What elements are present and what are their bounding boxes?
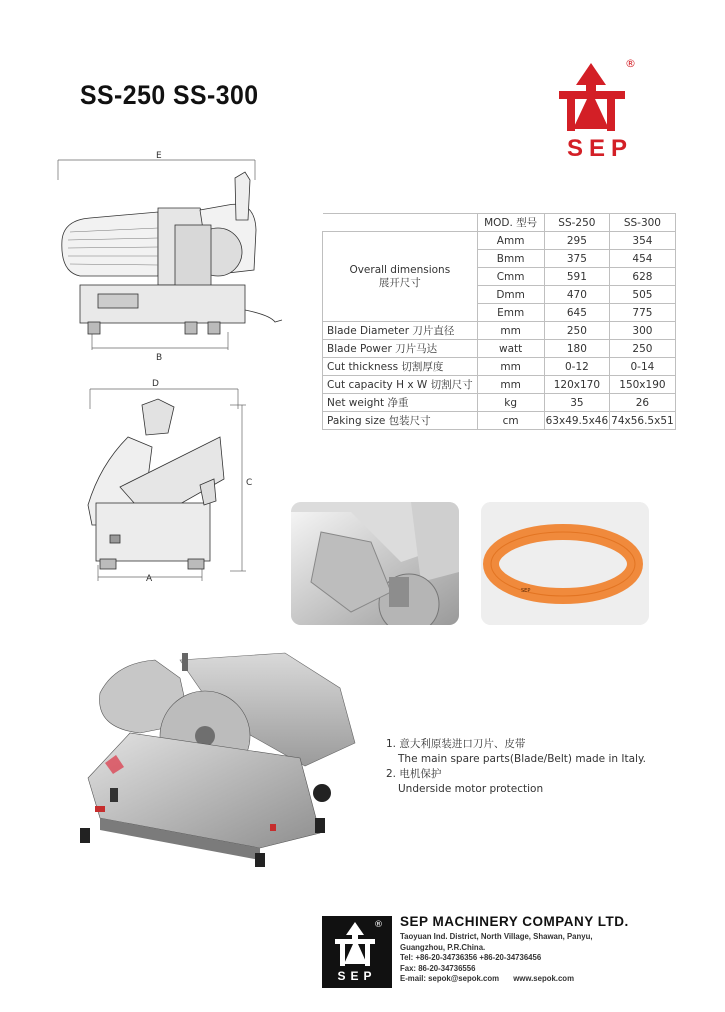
table-row: Cut capacity H x W 切割尺寸 mm 120x170 150x190 bbox=[323, 376, 676, 394]
table-row: Blade Power 刀片马达 watt 180 250 bbox=[323, 340, 676, 358]
footer-brand-text: SEP bbox=[337, 969, 377, 983]
front-view-drawing bbox=[80, 375, 255, 585]
dimension-label-d: D bbox=[152, 379, 159, 389]
address-line-1: Taoyuan Ind. District, North Village, Shawan, Panyu, bbox=[400, 932, 593, 941]
table-row: Emm 645 775 bbox=[323, 304, 676, 322]
overall-dimensions-label: Overall dimensions 展开尺寸 bbox=[323, 232, 478, 322]
dimension-label-e: E bbox=[156, 151, 162, 161]
table-row: Blade Diameter 刀片直径 mm 250 300 bbox=[323, 322, 676, 340]
note-1-en: The main spare parts(Blade/Belt) made in Italy. bbox=[398, 753, 646, 765]
header-ss300: SS-300 bbox=[610, 214, 676, 232]
belt-photo bbox=[481, 502, 649, 625]
website-link[interactable]: www.sepok.com bbox=[513, 974, 575, 983]
dimension-label-c: C bbox=[246, 478, 253, 488]
brand-text: SEP bbox=[566, 135, 634, 162]
feature-notes bbox=[386, 737, 646, 797]
belt-print-text: SEP bbox=[521, 588, 531, 594]
blade-closeup-photo bbox=[291, 502, 459, 625]
table-row: Cut thickness 切割厚度 mm 0-12 0-14 bbox=[323, 358, 676, 376]
table-row: Cmm 591 628 bbox=[323, 268, 676, 286]
spec-header-row bbox=[323, 214, 676, 232]
contact-line bbox=[400, 974, 629, 985]
registered-mark: ® bbox=[625, 57, 636, 70]
dimension-label-a: A bbox=[146, 574, 153, 584]
sep-logo bbox=[555, 55, 650, 165]
table-row: Net weight 净重 kg 35 26 bbox=[323, 394, 676, 412]
table-row: Bmm 375 454 bbox=[323, 250, 676, 268]
dimension-label-b: B bbox=[156, 353, 163, 363]
fax-line: Fax: 86-20-34736556 bbox=[400, 963, 476, 973]
note-2-en: Underside motor protection bbox=[398, 783, 544, 795]
table-row: Paking size 包装尺寸 cm 63x49.5x46 74x56.5x51 bbox=[323, 412, 676, 430]
side-view-drawing bbox=[50, 150, 295, 365]
header-model: MOD. 型号 bbox=[477, 214, 544, 232]
email-text: E-mail: sepok@sepok.com bbox=[400, 974, 500, 983]
table-row: Overall dimensions 展开尺寸 Amm 295 354 bbox=[323, 232, 676, 250]
page-title: SS-250 SS-300 bbox=[80, 80, 259, 110]
table-row: Dmm 470 505 bbox=[323, 286, 676, 304]
company-info bbox=[400, 914, 629, 985]
company-name: SEP MACHINERY COMPANY LTD. bbox=[400, 914, 629, 929]
header-ss250: SS-250 bbox=[544, 214, 610, 232]
footer-logo bbox=[322, 916, 392, 988]
tel-line: Tel: +86-20-34736356 +86-20-34736456 bbox=[400, 953, 542, 962]
note-2-cn: 2. 电机保护 bbox=[386, 768, 442, 780]
product-photo bbox=[70, 648, 360, 873]
address-line-2: Guangzhou, P.R.China. bbox=[400, 942, 486, 952]
note-1-cn: 1. 意大利原装进口刀片、皮带 bbox=[386, 738, 526, 750]
spec-table bbox=[322, 213, 676, 430]
registered-mark: ® bbox=[374, 920, 383, 930]
